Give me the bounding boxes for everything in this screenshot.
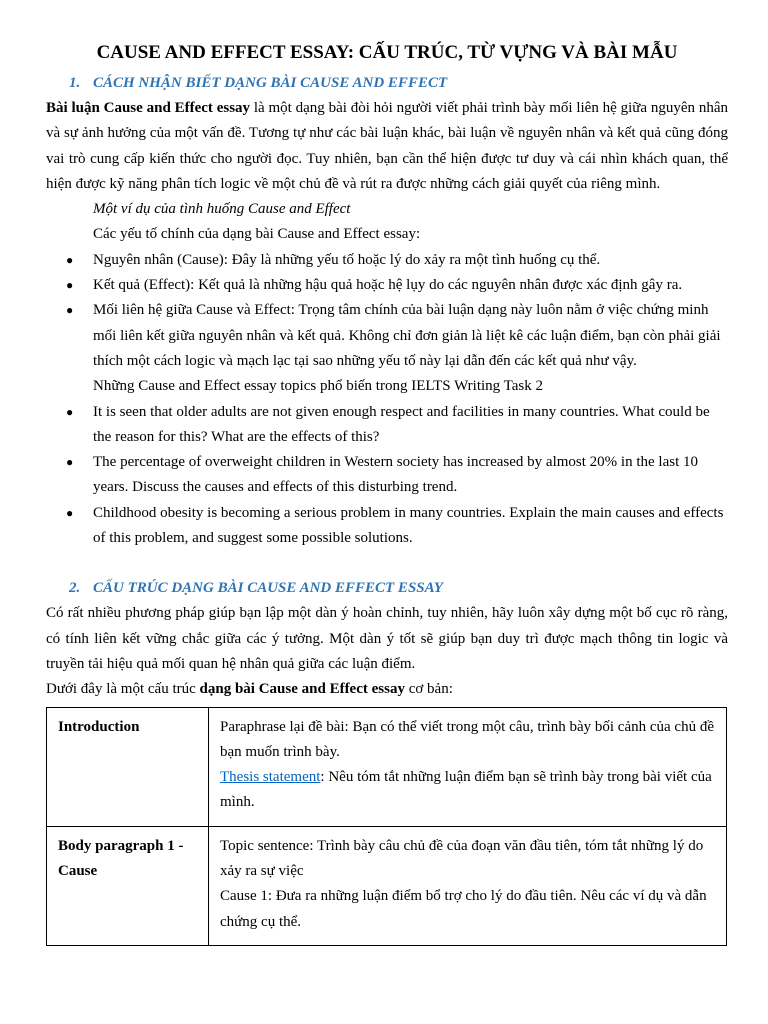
section-1-heading: [46, 71, 728, 96]
example-caption: Một ví dụ của tình huống Cause and Effect: [93, 201, 351, 218]
topics-intro: Những Cause and Effect essay topics phổ biến trong IELTS Writing Task 2: [93, 378, 544, 395]
list-item-text: The percentage of overweight children in Western society has increased by almost 20% in the last 10 years. Discuss the causes and effects of this disturbing trend.: [93, 454, 698, 496]
list-item-text: Childhood obesity is becoming a serious problem in many countries. Explain the main causes and effects of this problem, and suggest some possible solutions.: [93, 504, 724, 547]
document-title: CAUSE AND EFFECT ESSAY: CẤU TRÚC, TỪ VỰNG VÀ BÀI MẪU: [96, 42, 678, 63]
list-item: [46, 273, 728, 298]
bullet-icon: ●: [66, 252, 74, 267]
list-item: [46, 400, 728, 451]
section-1-number: 1.: [69, 75, 81, 91]
bullet-icon: ●: [66, 455, 74, 470]
bullet-icon: ●: [66, 505, 74, 520]
row-content: [209, 826, 727, 945]
row-line: Cause 1: Đưa ra những luận điểm bổ trợ cho lý do đầu tiên. Nêu các ví dụ và dẫn chứng cụ thể.: [220, 888, 707, 930]
section-1-intro-paragraph: [46, 96, 728, 197]
list-item: [46, 298, 728, 374]
section-1-title: CÁCH NHẬN BIẾT DẠNG BÀI CAUSE AND EFFECT: [93, 75, 448, 91]
elements-list: [46, 248, 728, 374]
document-page: [46, 40, 728, 946]
table-row: [47, 826, 727, 945]
intro-text: là một dạng bài đòi hỏi người viết phải trình bày mối liên hệ giữa nguyên nhân và sự ảnh hưởng của một vấn đề. Tương tự như các bài luận khác, bài luận về nguyên nhân và kết quả cũng đóng vai trò cung cấp kiến thức cho người đọc. Tuy nhiên, bạn cần thể hiện được tư duy và cái nhìn khách quan, thể hiện được kỹ năng phân tích logic về một chủ đề và rút ra được những cách giải quyết của riêng mình.: [46, 100, 728, 192]
table-row: [47, 707, 727, 826]
bullet-icon: ●: [66, 278, 74, 293]
row-label: Introduction: [47, 707, 209, 826]
intro-bold-term: Bài luận Cause and Effect essay: [46, 100, 251, 116]
thesis-statement-link[interactable]: Thesis statement: [220, 769, 321, 786]
structure-intro-end: cơ bản:: [404, 681, 453, 698]
row-label: Body paragraph 1 - Cause: [47, 826, 209, 945]
elements-intro: Các yếu tố chính của dạng bài Cause and Effect essay:: [93, 226, 421, 243]
section-2-paragraph: Có rất nhiều phương pháp giúp bạn lập một dàn ý hoàn chỉnh, tuy nhiên, hãy luôn xây dựng một bố cục rõ ràng, có tính liên kết vững chắc giữa các ý tưởng. Một dàn ý tốt sẽ giúp bạn duy trì được mạch thông tin logic và truyền tải hiệu quả mối quan hệ nhân quả giữa các luận điểm.: [46, 605, 728, 672]
list-item: [46, 501, 728, 552]
row-line: [220, 765, 716, 816]
list-item-text: It is seen that older adults are not given enough respect and facilities in many countries. What could be the reason for this? What are the effects of this?: [93, 403, 710, 445]
row-line-text: : Nêu tóm tắt những luận điểm bạn sẽ trình bày trong bài viết của mình.: [220, 769, 712, 811]
section-2-heading: [46, 576, 728, 601]
structure-intro-bold: dạng bài Cause and Effect essay: [199, 681, 405, 698]
list-item-text: Mối liên hệ giữa Cause và Effect: Trọng tâm chính của bài luận dạng này luôn nằm ở việc chứng minh mối liên kết giữa nguyên nhân và kết quả. Không chỉ đơn giản là liệt kê các luận điểm, bạn còn phải giải thích một cách logic và mạch lạc tại sao những yếu tố này lại dẫn đến các kết quả như vậy.: [93, 302, 721, 369]
bullet-icon: ●: [66, 404, 74, 419]
list-item-text: Nguyên nhân (Cause): Đây là những yếu tố hoặc lý do xảy ra một tình huống cụ thể.: [93, 251, 601, 268]
section-2-title: CẤU TRÚC DẠNG BÀI CAUSE AND EFFECT ESSAY: [93, 580, 443, 597]
structure-table: [46, 707, 727, 946]
row-line: Paraphrase lại đề bài: Bạn có thể viết trong một câu, trình bày bối cảnh của chủ đề bạn muốn trình bày.: [220, 718, 714, 760]
list-item: [46, 450, 728, 501]
section-2-number: 2.: [69, 580, 81, 597]
list-item: [46, 248, 728, 273]
structure-intro: [46, 677, 728, 702]
list-item-text: Kết quả (Effect): Kết quả là những hậu quả hoặc hệ lụy do các nguyên nhân được xác định gây ra.: [93, 277, 683, 294]
row-line: Topic sentence: Trình bày câu chủ đề của đoạn văn đầu tiên, tóm tắt những lý do xảy ra sự việc: [220, 837, 704, 880]
structure-intro-text: Dưới đây là một cấu trúc: [46, 681, 200, 698]
topics-list: [46, 400, 728, 552]
row-content: [209, 707, 727, 826]
bullet-icon: ●: [66, 303, 74, 318]
